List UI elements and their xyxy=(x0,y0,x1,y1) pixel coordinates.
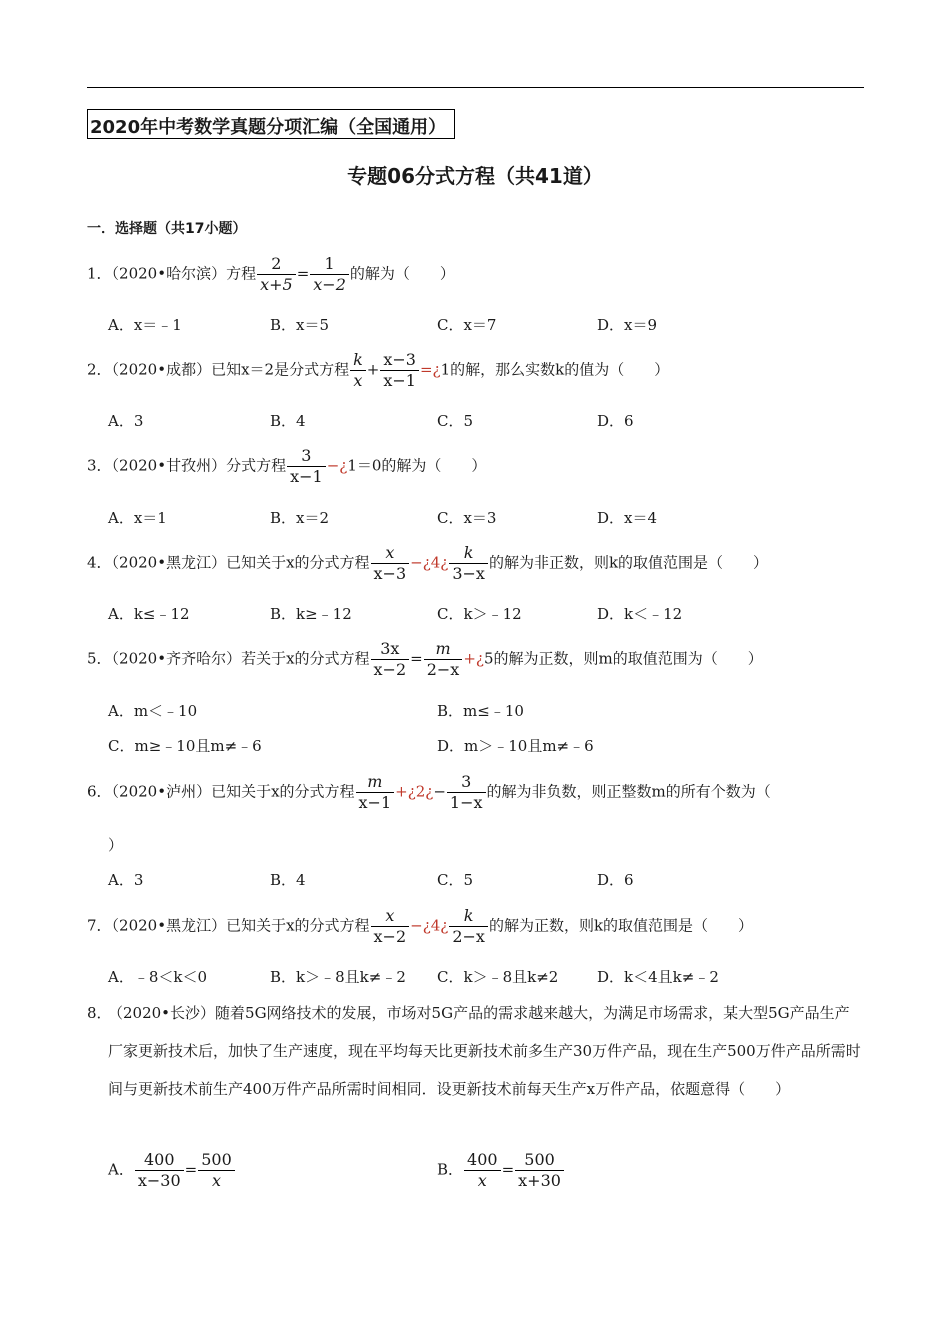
question-number: 1． xyxy=(87,264,112,283)
question-5: 5．（2020•齐齐哈尔）若关于x的分式方程 $\frac{3x}{x-2}$ = $\frac{m}{2-x}$ +¿5的解为正数，则m的取值范围为（ ） xyxy=(87,639,763,679)
question-8-number: 8． xyxy=(87,1004,112,1022)
fraction: $\frac{k}{3-x}$ xyxy=(449,543,488,584)
fraction: $\frac{x-3}{x-1}$ xyxy=(380,350,419,391)
fraction: $\frac{2}{x+5}$ xyxy=(257,254,296,295)
option-a[interactable]: A．k≤﹣12 xyxy=(108,605,190,623)
option-c[interactable]: C．5 xyxy=(437,412,474,430)
question-1: 1．（2020•哈尔滨）方程 $\frac{2}{x+5}$ = $\frac{1}{x-2}$ 的解为（ ） xyxy=(87,254,455,294)
fraction: $\frac{m}{2-x}$ xyxy=(424,639,463,680)
question-3: 3．（2020•甘孜州）分式方程 $\frac{3}{x-1}$ −¿1＝0的解为（ ） xyxy=(87,446,487,486)
option-b[interactable]: B．x＝2 xyxy=(270,509,330,527)
option-b[interactable]: B．k＞﹣8且k≠﹣2 xyxy=(270,968,406,986)
option-d[interactable]: D．x＝9 xyxy=(597,316,658,334)
fraction: $\frac{k}{x}$ xyxy=(350,350,366,391)
banner-title: 2020年中考数学真题分项汇编（全国通用） xyxy=(87,109,455,139)
question-4: 4．（2020•黑龙江）已知关于x的分式方程 $\frac{x}{x-3}$ −¿4¿ $\frac{k}{3-x}$ 的解为非正数，则k的取值范围是（ ） xyxy=(87,543,769,583)
fraction: $\frac{500}{x}$ xyxy=(198,1150,235,1191)
question-2: 2．（2020•成都）已知x＝2是分式方程 $\frac{k}{x}$ + $\frac{x-3}{x-1}$ =¿1的解，那么实数k的值为（ ） xyxy=(87,350,670,390)
option-a[interactable]: A． $\frac{400}{x-30}$ = $\frac{500}{x}$ xyxy=(108,1150,236,1191)
option-c[interactable]: C．m≥﹣10且m≠﹣6 xyxy=(108,737,262,755)
option-a[interactable]: A．﹣8＜k＜0 xyxy=(108,968,208,986)
fraction: $\frac{m}{x-1}$ xyxy=(356,772,395,813)
option-c[interactable]: C．x＝3 xyxy=(437,509,497,527)
option-a[interactable]: A．m＜﹣10 xyxy=(108,702,198,720)
fraction: $\frac{3}{x-1}$ xyxy=(287,446,326,487)
option-c[interactable]: C．k＞﹣12 xyxy=(437,605,522,623)
option-b[interactable]: B．x＝5 xyxy=(270,316,330,334)
option-b[interactable]: B．4 xyxy=(270,871,306,889)
option-a[interactable]: A．3 xyxy=(108,412,144,430)
option-b[interactable]: B．4 xyxy=(270,412,306,430)
fraction: $\frac{400}{x}$ xyxy=(464,1150,501,1191)
fraction: $\frac{k}{2-x}$ xyxy=(449,906,488,947)
question-8: （2020•长沙）随着5G网络技术的发展，市场对5G产品的需求越来越大，为满足市场需求，某大型5G产品生产厂家更新技术后，加快了生产速度，现在平均每天比更新技术前多生产30万件产品，现在生产500万件产品所需时间与更新技术前生产400万件产品所需时间相同．设更新技术前每天生产x万件产品，依题意得（ ） xyxy=(108,1004,861,1098)
option-b[interactable]: B．k≥﹣12 xyxy=(270,605,352,623)
option-c[interactable]: C．5 xyxy=(437,871,474,889)
option-a[interactable]: A．3 xyxy=(108,871,144,889)
option-b[interactable]: B． $\frac{400}{x}$ = $\frac{500}{x+30}$ xyxy=(437,1150,565,1191)
fraction: $\frac{3x}{x-2}$ xyxy=(371,639,410,680)
option-a[interactable]: A．x＝﹣1 xyxy=(108,316,182,334)
option-d[interactable]: D．x＝4 xyxy=(597,509,658,527)
question-6-continuation: ） xyxy=(108,836,124,854)
option-c[interactable]: C．x＝7 xyxy=(437,316,497,334)
section-heading: 一．选择题（共17小题） xyxy=(87,221,247,237)
option-d[interactable]: D．6 xyxy=(597,871,634,889)
question-7: 7．（2020•黑龙江）已知关于x的分式方程 $\frac{x}{x-2}$ −¿4¿ $\frac{k}{2-x}$ 的解为正数，则k的取值范围是（ ） xyxy=(87,906,754,946)
question-6: 6．（2020•泸州）已知关于x的分式方程 $\frac{m}{x-1}$ +¿2¿− $\frac{3}{1-x}$ 的解为非负数，则正整数m的所有个数为（ xyxy=(87,772,771,812)
option-d[interactable]: D．k＜﹣12 xyxy=(597,605,683,623)
option-d[interactable]: D．6 xyxy=(597,412,634,430)
option-a[interactable]: A．x＝1 xyxy=(108,509,167,527)
fraction: $\frac{500}{x+30}$ xyxy=(515,1150,564,1191)
page-title: 专题06分式方程（共41道） xyxy=(347,164,603,188)
option-d[interactable]: D．k＜4且k≠﹣2 xyxy=(597,968,719,986)
fraction: $\frac{3}{1-x}$ xyxy=(447,772,486,813)
option-d[interactable]: D．m＞﹣10且m≠﹣6 xyxy=(437,737,594,755)
fraction: $\frac{x}{x-3}$ xyxy=(371,543,410,584)
option-b[interactable]: B．m≤﹣10 xyxy=(437,702,524,720)
fraction: $\frac{x}{x-2}$ xyxy=(371,906,410,947)
option-c[interactable]: C．k＞﹣8且k≠2 xyxy=(437,968,559,986)
fraction: $\frac{400}{x-30}$ xyxy=(135,1150,184,1191)
top-rule xyxy=(87,87,864,88)
fraction: $\frac{1}{x-2}$ xyxy=(310,254,349,295)
